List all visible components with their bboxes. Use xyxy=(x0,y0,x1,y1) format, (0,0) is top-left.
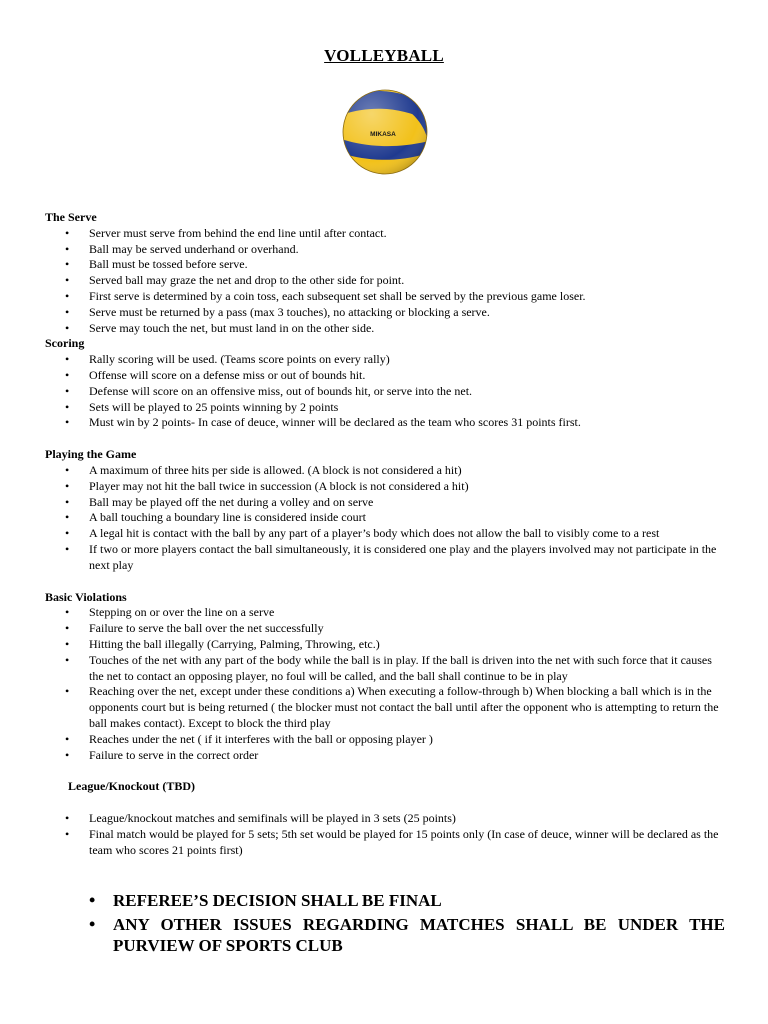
ball-logo-text: MIKASA xyxy=(370,131,396,138)
scoring-list xyxy=(45,352,725,431)
volleyball-icon xyxy=(341,87,429,177)
section-heading-playing: Playing the Game xyxy=(45,447,137,462)
list-item: • Served ball may graze the net and drop to the other side for point. xyxy=(45,273,725,289)
list-item: • Hitting the ball illegally (Carrying, Palming, Throwing, etc.) xyxy=(45,637,725,653)
list-item: • Defense will score on an offensive miss, out of bounds hit, or serve into the net. xyxy=(45,384,725,400)
list-item: • Reaches under the net ( if it interferes with the ball or opposing player ) xyxy=(45,732,725,748)
list-item: • Touches of the net with any part of the body while the ball is in play. If the ball is driven into the net with such force that it causes the net to contact an opposing player, no foul will be called, and the ball shall continue to be in play xyxy=(45,653,725,685)
section-heading-violations: Basic Violations xyxy=(45,589,127,604)
list-item: • Reaching over the net, except under these conditions a) When executing a follow-through b) When blocking a ball which is in the opponents court but is being returned ( the blocker must not contact the ball until after the opponent who is attempting to return the ball makes contact). Except to block the third play xyxy=(45,684,725,731)
list-item: • Serve must be returned by a pass (max 3 touches), no attacking or blocking a serve. xyxy=(45,305,725,321)
final-notes-list xyxy=(45,890,725,957)
list-item: • A legal hit is contact with the ball by any part of a player’s body which does not allow the ball to visibly come to a rest xyxy=(45,526,725,542)
list-item: • Stepping on or over the line on a serve xyxy=(45,605,725,621)
list-item: • Offense will score on a defense miss or out of bounds hit. xyxy=(45,368,725,384)
list-item: • If two or more players contact the ball simultaneously, it is considered one play and the players involved may not participate in the next play xyxy=(45,542,725,574)
list-item: • A ball touching a boundary line is considered inside court xyxy=(45,510,725,526)
final-note: • REFEREE’S DECISION SHALL BE FINAL xyxy=(45,890,725,912)
list-item: • Final match would be played for 5 sets; 5th set would be played for 15 points only (In case of deuce, winner will be declared as the team who scores 21 points first) xyxy=(45,827,725,859)
rules-content xyxy=(45,210,725,858)
list-item: • Ball must be tossed before serve. xyxy=(45,257,725,273)
list-item: • A maximum of three hits per side is allowed. (A block is not considered a hit) xyxy=(45,463,725,479)
violations-list xyxy=(45,605,725,763)
list-item: • Player may not hit the ball twice in succession (A block is not considered a hit) xyxy=(45,479,725,495)
page-title: VOLLEYBALL xyxy=(324,46,444,65)
list-item: • Serve may touch the net, but must land in on the other side. xyxy=(45,321,725,337)
section-heading-serve: The Serve xyxy=(45,210,97,224)
list-item: • Server must serve from behind the end line until after contact. xyxy=(45,226,725,242)
list-item: • League/knockout matches and semifinals will be played in 3 sets (25 points) xyxy=(45,811,725,827)
serve-list xyxy=(45,226,725,337)
list-item: • First serve is determined by a coin toss, each subsequent set shall be served by the previous game loser. xyxy=(45,289,725,305)
list-item: • Failure to serve in the correct order xyxy=(45,748,725,764)
list-item: • Sets will be played to 25 points winning by 2 points xyxy=(45,400,725,416)
volleyball-image xyxy=(341,87,429,177)
list-item: • Must win by 2 points- In case of deuce, winner will be declared as the team who scores 31 points first. xyxy=(45,415,725,431)
list-item: • Rally scoring will be used. (Teams score points on every rally) xyxy=(45,352,725,368)
final-notes xyxy=(45,890,725,957)
list-item: • Ball may be played off the net during a volley and on serve xyxy=(45,495,725,511)
playing-list xyxy=(45,463,725,574)
section-heading-scoring: Scoring xyxy=(45,336,85,351)
final-note: • ANY OTHER ISSUES REGARDING MATCHES SHALL BE UNDER THE PURVIEW OF SPORTS CLUB xyxy=(45,914,725,957)
league-list xyxy=(45,811,725,858)
list-item: • Failure to serve the ball over the net successfully xyxy=(45,621,725,637)
list-item: • Ball may be served underhand or overhand. xyxy=(45,242,725,258)
section-heading-league: League/Knockout (TBD) xyxy=(68,779,196,794)
